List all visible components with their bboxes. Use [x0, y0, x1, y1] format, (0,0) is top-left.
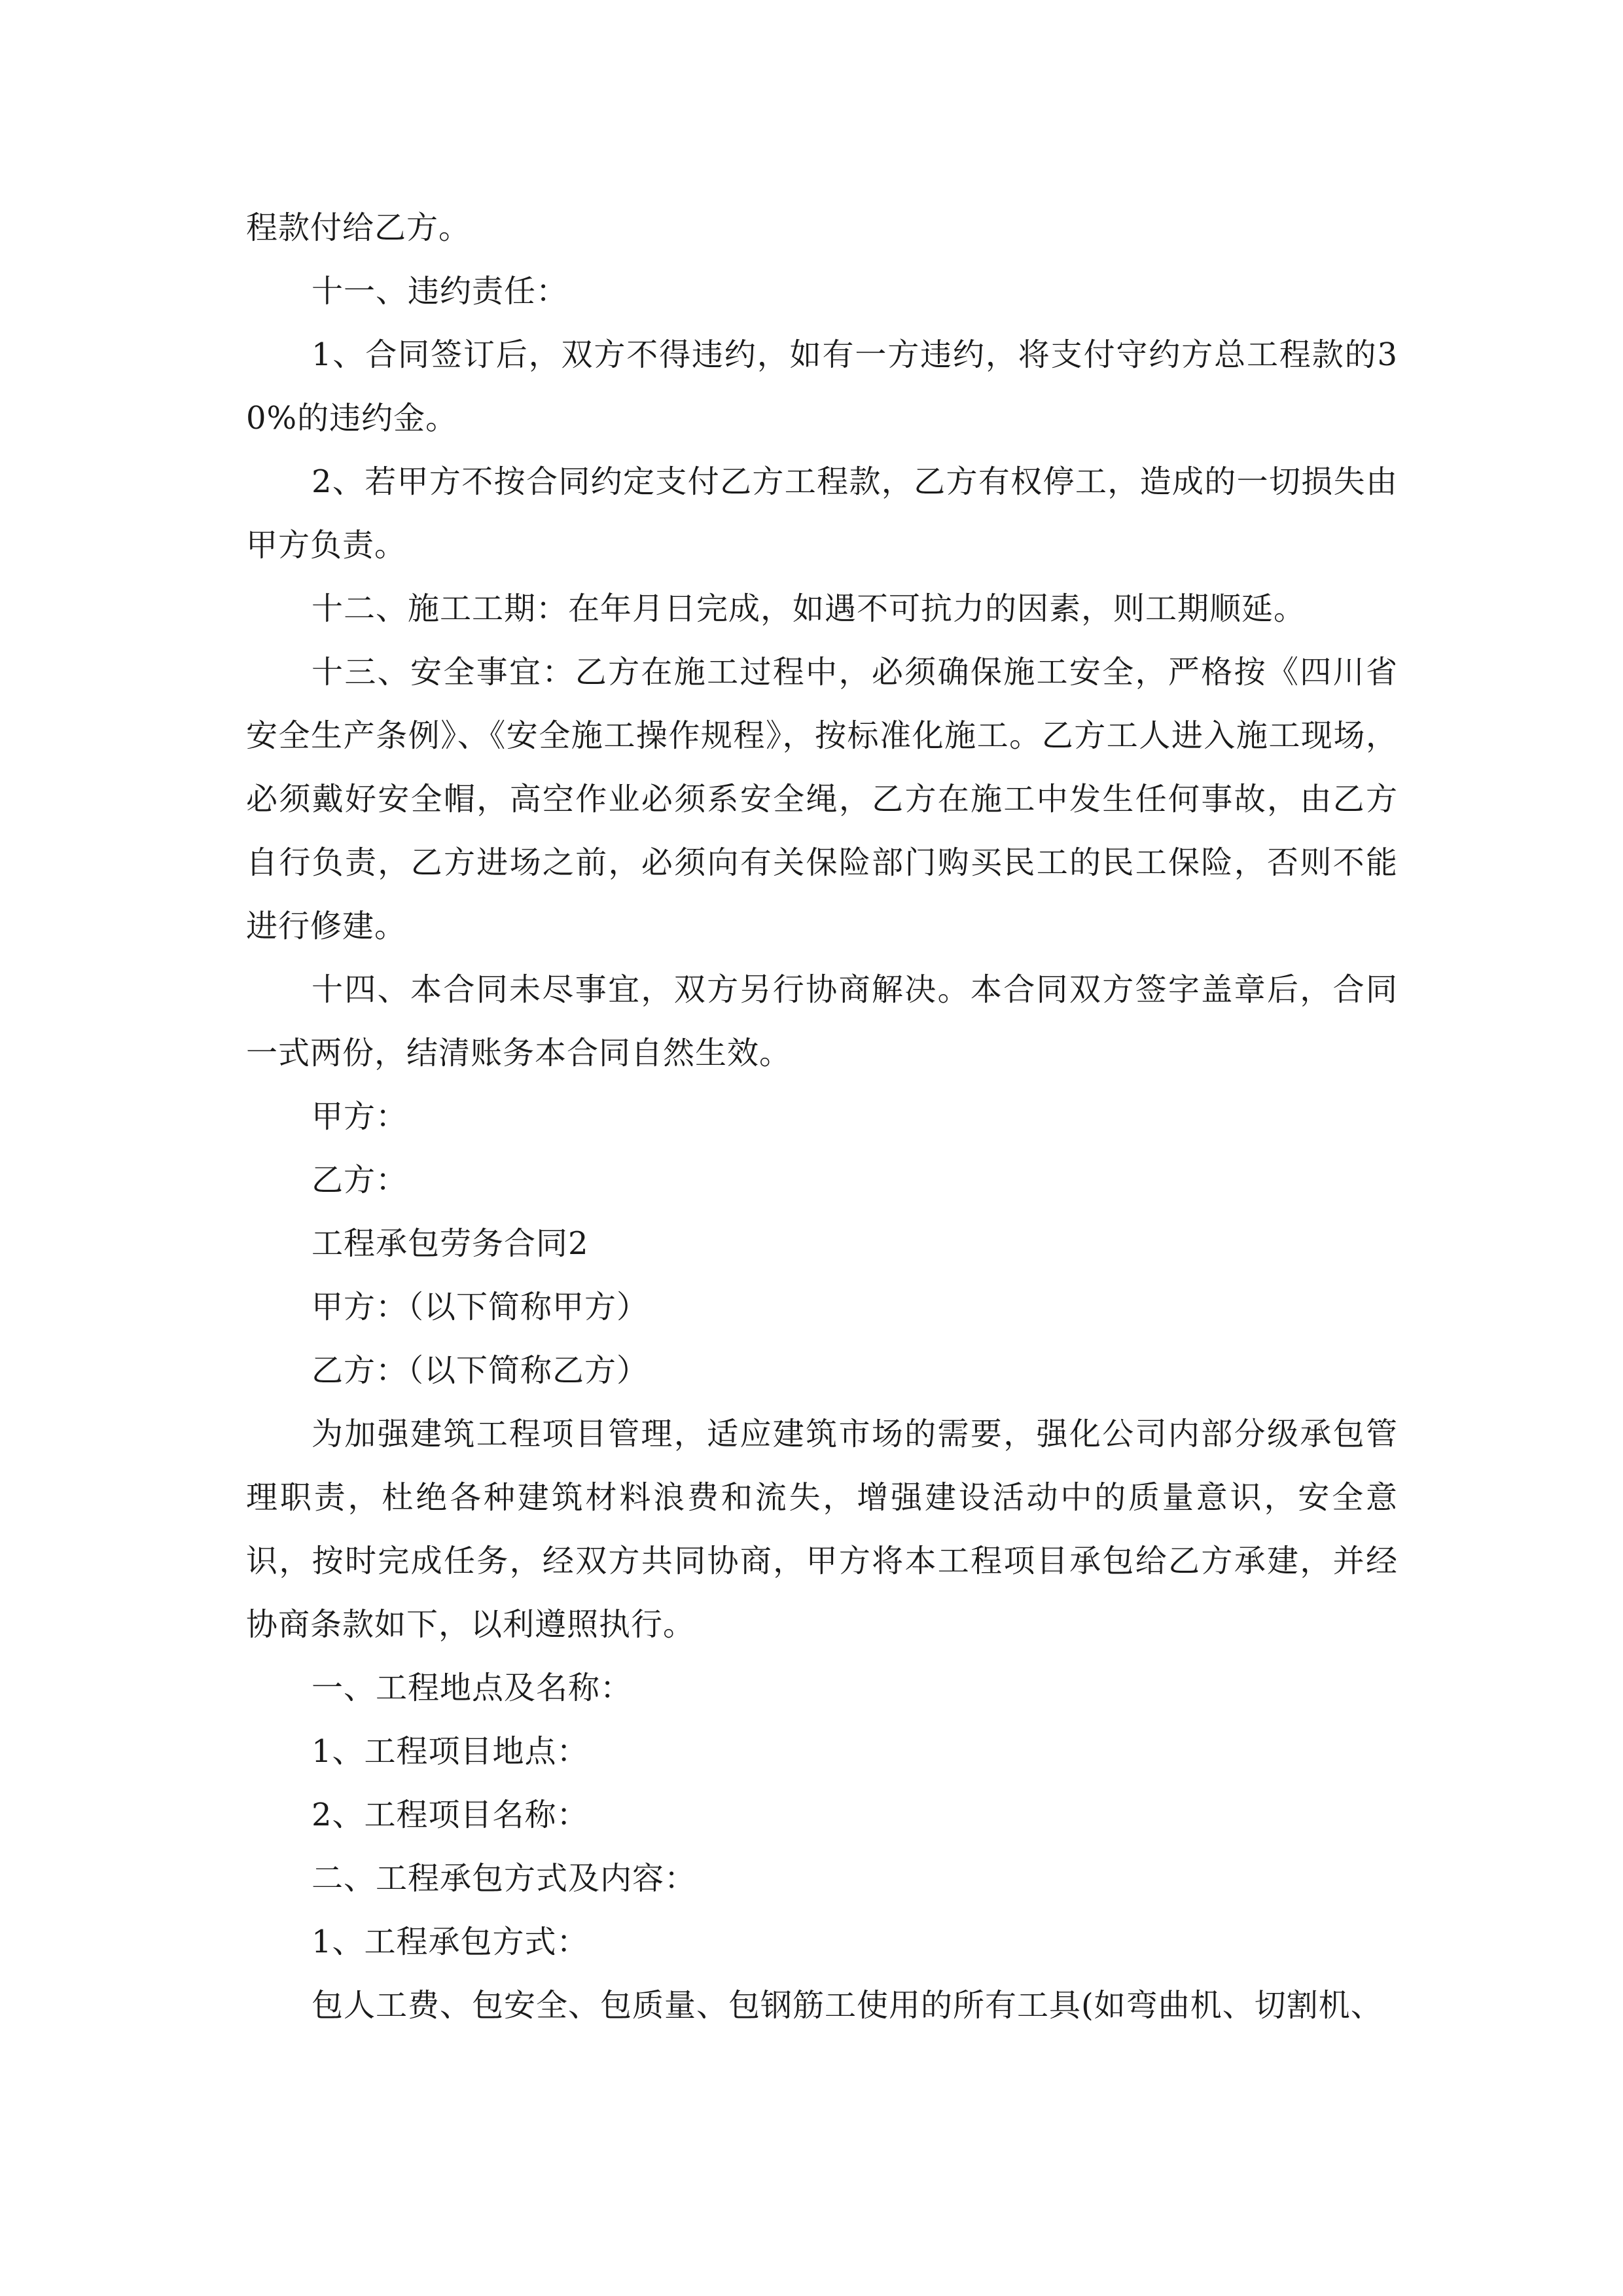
- section-heading-contracting-method: 二、工程承包方式及内容：: [312, 1860, 697, 1897]
- contract-title-2: 工程承包劳务合同2: [312, 1225, 589, 1262]
- paragraph-contracting-scope: 包人工费、包安全、包质量、包钢筋工使用的所有工具(如弯曲机、切割机、: [312, 1987, 1383, 2024]
- document-body: [246, 196, 1398, 2037]
- paragraph-breach-clause-1: 1、合同签订后，双方不得违约，如有一方违约，将支付守约方总工程款的30%的违约金。: [246, 336, 1398, 437]
- section-heading-location-name: 一、工程地点及名称：: [312, 1670, 633, 1706]
- item-project-location: 1、工程项目地点：: [312, 1733, 589, 1770]
- party-a-line: 甲方：（以下简称甲方）: [312, 1289, 649, 1325]
- item-project-name: 2、工程项目名称：: [312, 1797, 589, 1833]
- signature-party-a: 甲方：: [312, 1098, 408, 1135]
- signature-party-b: 乙方：: [312, 1162, 408, 1198]
- section-heading-breach-liability: 十一、违约责任：: [312, 273, 569, 310]
- paragraph-other-matters: 十四、本合同未尽事宜，双方另行协商解决。本合同双方签字盖章后，合同一式两份，结清账务本合同自然生效。: [246, 971, 1398, 1071]
- paragraph-breach-clause-2: 2、若甲方不按合同约定支付乙方工程款，乙方有权停工，造成的一切损失由甲方负责。: [246, 463, 1398, 564]
- paragraph-continuation: 程款付给乙方。: [246, 209, 471, 246]
- party-b-line: 乙方：（以下简称乙方）: [312, 1352, 649, 1389]
- paragraph-safety-matters: 十三、安全事宜：乙方在施工过程中，必须确保施工安全，严格按《四川省安全生产条例》、《安全施工操作规程》，按标准化施工。乙方工人进入施工现场，必须戴好安全帽，高空作业必须系安全绳，乙方在施工中发生任何事故，由乙方自行负责，乙方进场之前，必须向有关保险部门购买民工的民工保险，否则不能进行修建。: [246, 654, 1398, 944]
- paragraph-preamble: 为加强建筑工程项目管理，适应建筑市场的需要，强化公司内部分级承包管理职责，杜绝各种建筑材料浪费和流失，增强建设活动中的质量意识，安全意识，按时完成任务，经双方共同协商，甲方将本工程项目承包给乙方承建，并经协商条款如下，以利遵照执行。: [246, 1416, 1398, 1643]
- paragraph-construction-period: 十二、施工工期：在年月日完成，如遇不可抗力的因素，则工期顺延。: [312, 590, 1306, 627]
- item-contracting-method: 1、工程承包方式：: [312, 1924, 589, 1960]
